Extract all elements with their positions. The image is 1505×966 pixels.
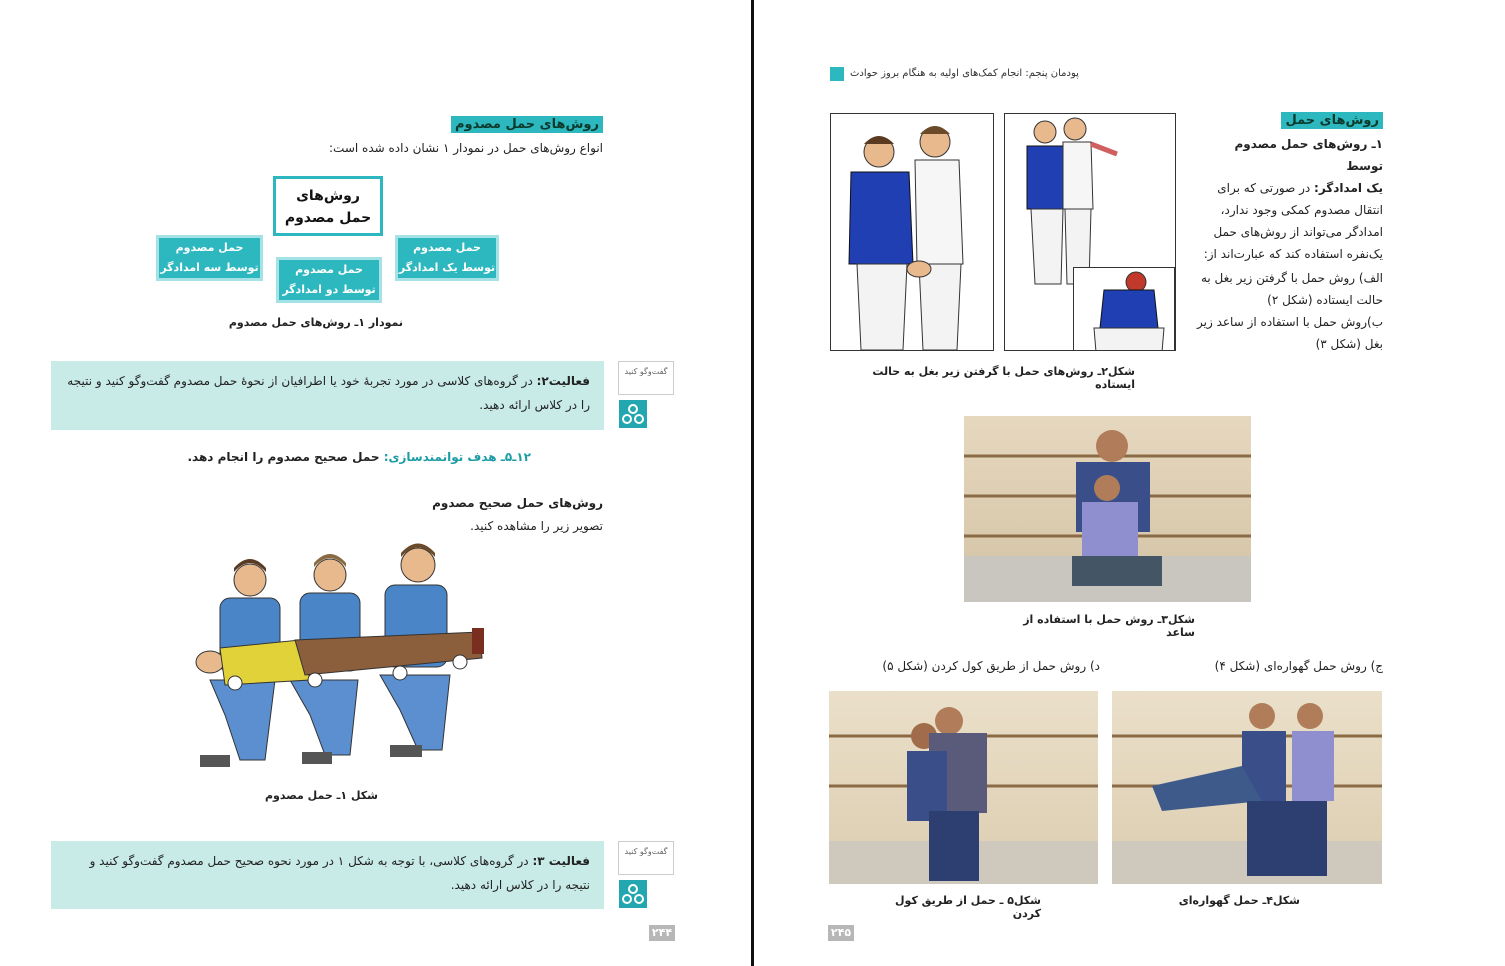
item-d: د) روش حمل از طریق کول کردن (شکل ۵) <box>882 659 1100 673</box>
page-number: ۲۴۴ <box>649 925 675 941</box>
discussion-icon <box>619 880 647 908</box>
diagram-main-node: روش‌های حمل مصدوم <box>273 176 383 236</box>
item-a: الف) روش حمل با گرفتن زیر بغل به حالت ایستاده (شکل ۲) <box>1200 271 1383 307</box>
instruction-text: تصویر زیر را مشاهده کنید. <box>470 519 603 533</box>
diagram-node-two-rescuers: حمل مصدوم توسط دو امدادگر <box>276 257 382 303</box>
figure-2a-illustration <box>830 113 994 351</box>
figure-4-photo <box>1112 691 1382 884</box>
diagram-node-one-rescuer: حمل مصدوم توسط یک امدادگر <box>395 235 499 281</box>
activity-3-text: در گروه‌های کلاسی، با توجه به شکل ۱ در مورد نحوه صحیح حمل مصدوم گفت‌وگو کنید و نتیجه را در کلاس ارائه دهید. <box>89 854 590 892</box>
activity-2-text: در گروه‌های کلاسی در مورد تجربهٔ خود یا اطرافیان از نحوهٔ حمل مصدوم گفت‌وگو کنید و نتیجه را در کلاس ارائه دهید. <box>67 374 590 412</box>
header-marker <box>830 67 844 81</box>
discussion-icon <box>619 400 647 428</box>
activity-2-label: فعالیت۲: <box>536 374 590 388</box>
figure-2-caption: شکل۲ـ روش‌های حمل با گرفتن زیر بغل به حالت ایستاده <box>872 365 1135 391</box>
diagram-node-three-rescuers: حمل مصدوم توسط سه امدادگر <box>156 235 263 281</box>
figure-4-caption: شکل۴ـ حمل گهواره‌ای <box>1178 894 1300 907</box>
item-b: ب)روش حمل با استفاده از ساعد زیر بغل (شکل ۳) <box>1197 315 1383 351</box>
figure-3-caption: شکل۳ـ روش حمل با استفاده از ساعد <box>1023 613 1195 639</box>
section-heading: روش‌های حمل <box>1281 113 1383 128</box>
left-page <box>0 0 751 966</box>
activity-2-box <box>51 361 604 430</box>
figure-1-illustration <box>180 540 490 785</box>
empowerment-goal: ۱۲ـ۵ـ هدف توانمندسازی: حمل صحیح مصدوم را انجام دهد. <box>187 450 531 464</box>
subheading-correct-carry: روش‌های حمل صحیح مصدوم <box>432 496 603 510</box>
item-1-block: ۱ـ روش‌های حمل مصدوم توسط یک امدادگر: در صورتی که برای انتقال مصدوم کمکی وجود ندارد، امدادگر می‌تواند از روش‌های حمل یک‌نفره استفاده کند که عبارت‌اند از: الف) روش حمل با گرفتن زیر بغل به حالت ایستاده (شکل ۲) ب)روش حمل با استفاده از ساعد زیر بغل (شکل ۳) <box>1195 133 1383 355</box>
intro-text: انواع روش‌های حمل در نمودار ۱ نشان داده شده است: <box>329 141 603 155</box>
discussion-badge: گفت‌وگو کنید <box>618 841 674 875</box>
activity-3-label: فعالیت ۳: <box>532 854 590 868</box>
figure-2c-inset <box>1073 267 1175 351</box>
figure-3-photo <box>964 416 1251 602</box>
discussion-badge: گفت‌وگو کنید <box>618 361 674 395</box>
diagram-caption: نمودار ۱ـ روش‌های حمل مصدوم <box>228 316 403 329</box>
activity-3-box <box>51 841 604 909</box>
figure-5-photo <box>829 691 1098 884</box>
section-heading: روش‌های حمل مصدوم <box>451 117 603 132</box>
item-c: ج) روش حمل گهواره‌ای (شکل ۴) <box>1214 659 1383 673</box>
figure-1-caption: شکل ۱ـ حمل مصدوم <box>264 789 378 802</box>
page-number: ۲۴۵ <box>828 925 854 941</box>
right-page <box>755 0 1505 966</box>
running-header: پودمان پنجم: انجام کمک‌های اولیه به هنگام بروز حوادث <box>850 68 1079 79</box>
figure-5-caption: شکل۵ ـ حمل از طریق کول کردن <box>895 894 1041 920</box>
